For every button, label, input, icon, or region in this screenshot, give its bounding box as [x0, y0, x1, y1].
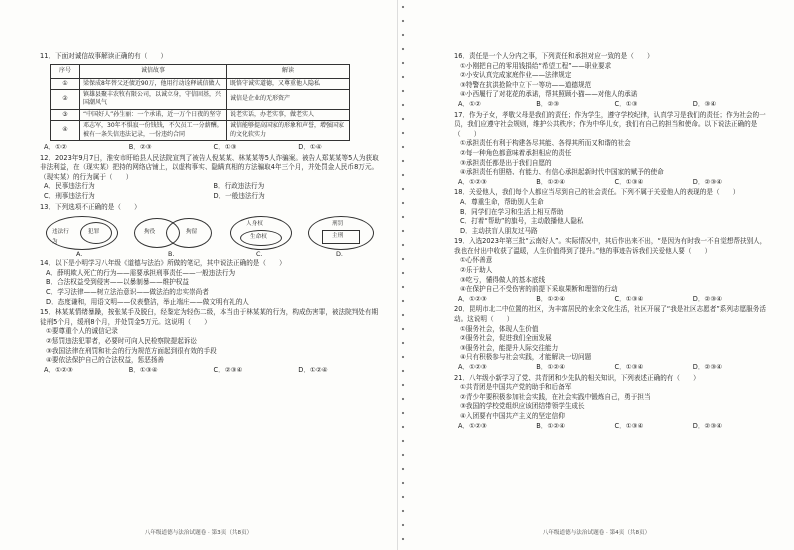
table-row — [51, 90, 350, 110]
option: D．一般违法行为 — [213, 192, 265, 200]
left-column — [40, 52, 383, 376]
option: D．①④ — [298, 143, 322, 152]
statement: ④要依法保护自己的合法权益，惩恶扬善 — [46, 356, 165, 365]
option: A．①② — [458, 99, 481, 108]
page-footer: 八年级道德与法治试题卷 · 第3页（共8页） — [144, 530, 253, 536]
statement: ①心怀善意 — [460, 256, 493, 265]
option: B．①②④ — [536, 363, 566, 371]
question-stem: 17．作为子女，孝敬父母是我们的责任；作为学生，遵守学校纪律，认真学习是我们的责任；作为社会的一员，我们应遵守社会规则，维护公共秩序；作为中华儿女，我们有自己的担当和使命。以下说法正确的是（ ） — [454, 110, 766, 138]
statement: ①共青团是中国共产党的助手和后备军 — [460, 383, 572, 392]
option: A．尊重生命，帮助别人生命 — [460, 197, 544, 206]
question-17 — [454, 111, 771, 188]
table-cell: “中国好人”孙生丽：一个承诺，近一万个日夜的坚守 — [80, 109, 227, 120]
option: B．①②④ — [536, 294, 566, 303]
statement: ①小刚把自己的零用钱捐给“希望工程”——职业要求 — [460, 61, 612, 70]
option: A．①②③ — [44, 365, 73, 374]
question-12 — [40, 154, 383, 202]
table-cell: 既恪守诚实道德，又尊重他人隐私 — [227, 78, 350, 89]
question-20 — [454, 305, 771, 372]
option: D．主动扶盲人朋友过马路 — [460, 226, 538, 235]
option: A．①②③ — [458, 177, 487, 186]
table-row — [51, 121, 350, 141]
statement: ④承担责任有胆格、有能力、有信心承担起新时代中国家的赋予的使命 — [460, 168, 664, 177]
statement: ③特警在抗洪抢险中立下一等功——道德规范 — [460, 80, 592, 89]
diagram-caption: A. — [76, 250, 83, 259]
option: C．①③④ — [614, 421, 644, 430]
statement: ③我国法律在刑罚和社会的行为规范方面起到很有效的手段 — [46, 346, 217, 355]
statement: ②每一种角色都意味着承担相应的责任 — [460, 148, 572, 157]
diagram-label: 违法行为 — [52, 229, 69, 245]
table-header: 解读 — [227, 64, 350, 78]
statement: ④入团要有中国共产主义的坚定信仰 — [460, 411, 565, 420]
statement: ①服务社会，体现人生价值 — [460, 324, 539, 333]
option: C．①③④ — [614, 294, 644, 303]
statement: ③吃亏，懂得做人的基本底线 — [460, 275, 546, 284]
diagram-label: 主刑 — [332, 233, 344, 240]
table-cell: ④ — [51, 121, 80, 141]
option: D．③④ — [692, 99, 717, 108]
option: D．②③④ — [692, 294, 723, 303]
option: C．打着“帮助”的旗号，主动散播他人隐私 — [460, 217, 584, 226]
table-header: 诚信故事 — [80, 64, 227, 78]
table-cell: ① — [51, 78, 80, 89]
option: D．态度谦和，用语文明——仪表整洁，举止端庄——做文明有礼的人 — [46, 297, 249, 306]
question-15 — [40, 308, 383, 375]
option: C．①③④ — [614, 363, 644, 371]
table-row — [51, 109, 350, 120]
statement: ③承担责任都是出于我们自愿的 — [460, 158, 552, 167]
diagram-label: 刑罚 — [332, 221, 344, 228]
diagram-label: 人身权 — [246, 221, 263, 228]
statement: ②青少年要积极参加社会实践，在社会实践中锻炼自己，勇于担当 — [460, 392, 651, 401]
option: C．学习法律——树立法治意识——做法治的忠实崇尚者 — [46, 287, 209, 296]
option: D．②③④ — [692, 177, 723, 186]
table-header-row — [51, 64, 350, 78]
question-13 — [40, 203, 383, 259]
answer-options — [454, 363, 771, 373]
answer-options — [454, 100, 771, 110]
option: C．②③④ — [213, 365, 243, 374]
question-19 — [454, 237, 771, 304]
table-cell: 说老实话，办老实事，做老实人 — [227, 109, 350, 120]
option: C．①③ — [614, 99, 638, 108]
statement: ④小西履行了对花花的承诺，帮其照顾小猫——对他人的承诺 — [460, 90, 638, 99]
right-column — [454, 52, 771, 432]
diagram-caption: C. — [256, 250, 263, 259]
option: C．刑事违法行为 — [44, 192, 95, 200]
option: D．②③④ — [692, 421, 723, 430]
answer-options — [40, 182, 383, 192]
option: B．合法权益受到侵害——以暴制暴——维护权益 — [46, 278, 189, 287]
table-cell: 邓志军，30年不惧寂一份钱钱，不欠员工一分薪酬。被有一条失信违法记录，一份违约合同 — [80, 121, 227, 141]
table-cell: ③ — [51, 109, 80, 120]
question-stem: 16．责任是一个人分内之事，下列责任和承担对应一致的是（ ） — [454, 52, 654, 60]
table-cell: 诚信是企业的无形资产 — [227, 90, 350, 110]
answer-options — [40, 366, 383, 376]
option: C．①③ — [213, 143, 237, 152]
table-cell: 镇雄县聚丰农牧有限公司，以诚立身，守信固基，兴国潮风气 — [80, 90, 227, 110]
option: B．②③ — [128, 143, 152, 152]
question-stem: 20．昆明市北二中位置的社区，为丰富居民的业余文化生活，社区开展了“我是社区志愿者”系列志愿服务活动。这说明（ ） — [454, 305, 766, 324]
option: A．①②③ — [458, 363, 487, 371]
table-cell: 梁保成8年替父还债近90万，他用行动诠释诚信做人 — [80, 78, 227, 89]
answer-options — [40, 192, 383, 202]
statement: ②惩罚违法犯罪者，必要时可向人民检察院提起诉讼 — [46, 336, 197, 345]
diagram-label: 犯罪 — [88, 229, 100, 236]
concept-diagrams — [40, 214, 383, 258]
statement: ④在保护自己不受伤害的前提下采取果断和理智的行动 — [460, 285, 618, 294]
question-stem: 14．以下是小明学习八年级《道德与法治》所做的笔记，其中说法正确的是（ ） — [40, 259, 286, 268]
question-stem: 13．下列选项不正确的是（ ） — [40, 202, 141, 211]
option: A．薛明欺人死亡的行为——需要承担刑事责任——一般违法行为 — [46, 268, 236, 277]
option: B．①②④ — [536, 177, 566, 186]
question-16 — [454, 52, 771, 110]
statement: ①要尊重个人的诚信记录 — [46, 327, 118, 336]
question-stem: 11．下面对诚信故事解读正确的有（ ） — [40, 52, 168, 60]
question-stem: 18．关爱他人，我们每个人都应当尽到自己的社会责任。下列不属于关爱他人的表现的是（ ） — [454, 188, 740, 197]
statement: ④只有积极参与社会实践，才能解决一切问题 — [460, 353, 592, 362]
option: B．同学们在学习和生活上相互帮助 — [460, 207, 564, 216]
option: D．②③④ — [692, 363, 723, 371]
statement: ②乐于助人 — [460, 266, 493, 275]
question-stem: 19．入选2023年第三批“云南好人”。实际情况中，其后作出来不出，“是因为有时我一不自觉想帮扶别人，我也在付出中收获了温暖，人生价值得到了提升。”他的事迹告诉我们关爱他人要（ ） — [454, 237, 767, 255]
option: C．①③④ — [614, 177, 644, 186]
question-stem: 21．八年级小新学习了党、共青团和少先队的相关知识，下列表述正确的有（ ） — [454, 373, 700, 382]
binding-margin-dots — [400, 0, 406, 550]
question-21 — [454, 374, 771, 432]
question-14 — [40, 259, 383, 307]
diagram-caption: D. — [336, 250, 343, 259]
option: A．①②③ — [458, 421, 487, 430]
option: B．①③④ — [128, 365, 158, 374]
option: A．民事违法行为 — [44, 182, 95, 191]
table-cell: ② — [51, 90, 80, 110]
question-11 — [40, 52, 383, 153]
answer-options — [454, 295, 771, 305]
question-18 — [454, 188, 771, 236]
question-stem: 12．2023年9月7日，淮安市盱眙县人民法院宣判了被告人倪某某、林某某等5人诈骗案。被告人郑某某等5人为获取非法利益，在（现实某）把持的网络店铺上，以虚构事实、隐瞒真相的方法骗取4年三个月，并处罚金人民币8万元。（现实某）的行为属于（ ） — [40, 153, 379, 181]
option: B．行政违法行为 — [213, 182, 265, 191]
statement: ③服务社会，能提升人际交往能力 — [460, 343, 559, 352]
statement: ②小安认真完成家庭作业——法律规定 — [460, 71, 572, 80]
exam-page-4 — [397, 0, 794, 550]
answer-options — [454, 422, 771, 432]
question-stem: 15．林某某情绪暴躁，按张某手及脱臼，经鉴定为轻伤二级，本当由于林某某的行为，构成伤害罪，被法院判处有期徒刑5个月，缓刑8个月，并处罚金5万元。这说明（ ） — [40, 308, 379, 326]
table-cell: 诚信能够提高国家的形象和声誉，增强国家的文化软实力 — [227, 121, 350, 141]
diagram-caption: B. — [168, 250, 175, 259]
answer-options — [454, 178, 771, 188]
option: A．①②③ — [458, 294, 487, 303]
diagram-label: 拘役 — [144, 229, 156, 236]
page-footer: 八年级道德与法治试题卷 · 第4页（共8页） — [542, 530, 651, 536]
answer-options — [40, 143, 383, 153]
option: B．②③ — [536, 99, 560, 108]
option: B．①②④ — [536, 421, 566, 430]
story-table — [50, 64, 350, 141]
statement: ②服务社会，促进我们全面发展 — [460, 334, 552, 343]
table-row — [51, 78, 350, 89]
option: A．①② — [44, 143, 67, 152]
option: D．①②④ — [298, 365, 328, 374]
table-header: 序号 — [51, 64, 80, 78]
statement: ③我国的学校党组织应该团结带领学生成长 — [460, 402, 585, 411]
diagram-label: 拘留 — [186, 229, 198, 236]
statement: ①承担责任有利于构建各尽其能、各得其所而又和谐的社会 — [460, 139, 631, 148]
diagram-label: 生命权 — [250, 234, 267, 241]
